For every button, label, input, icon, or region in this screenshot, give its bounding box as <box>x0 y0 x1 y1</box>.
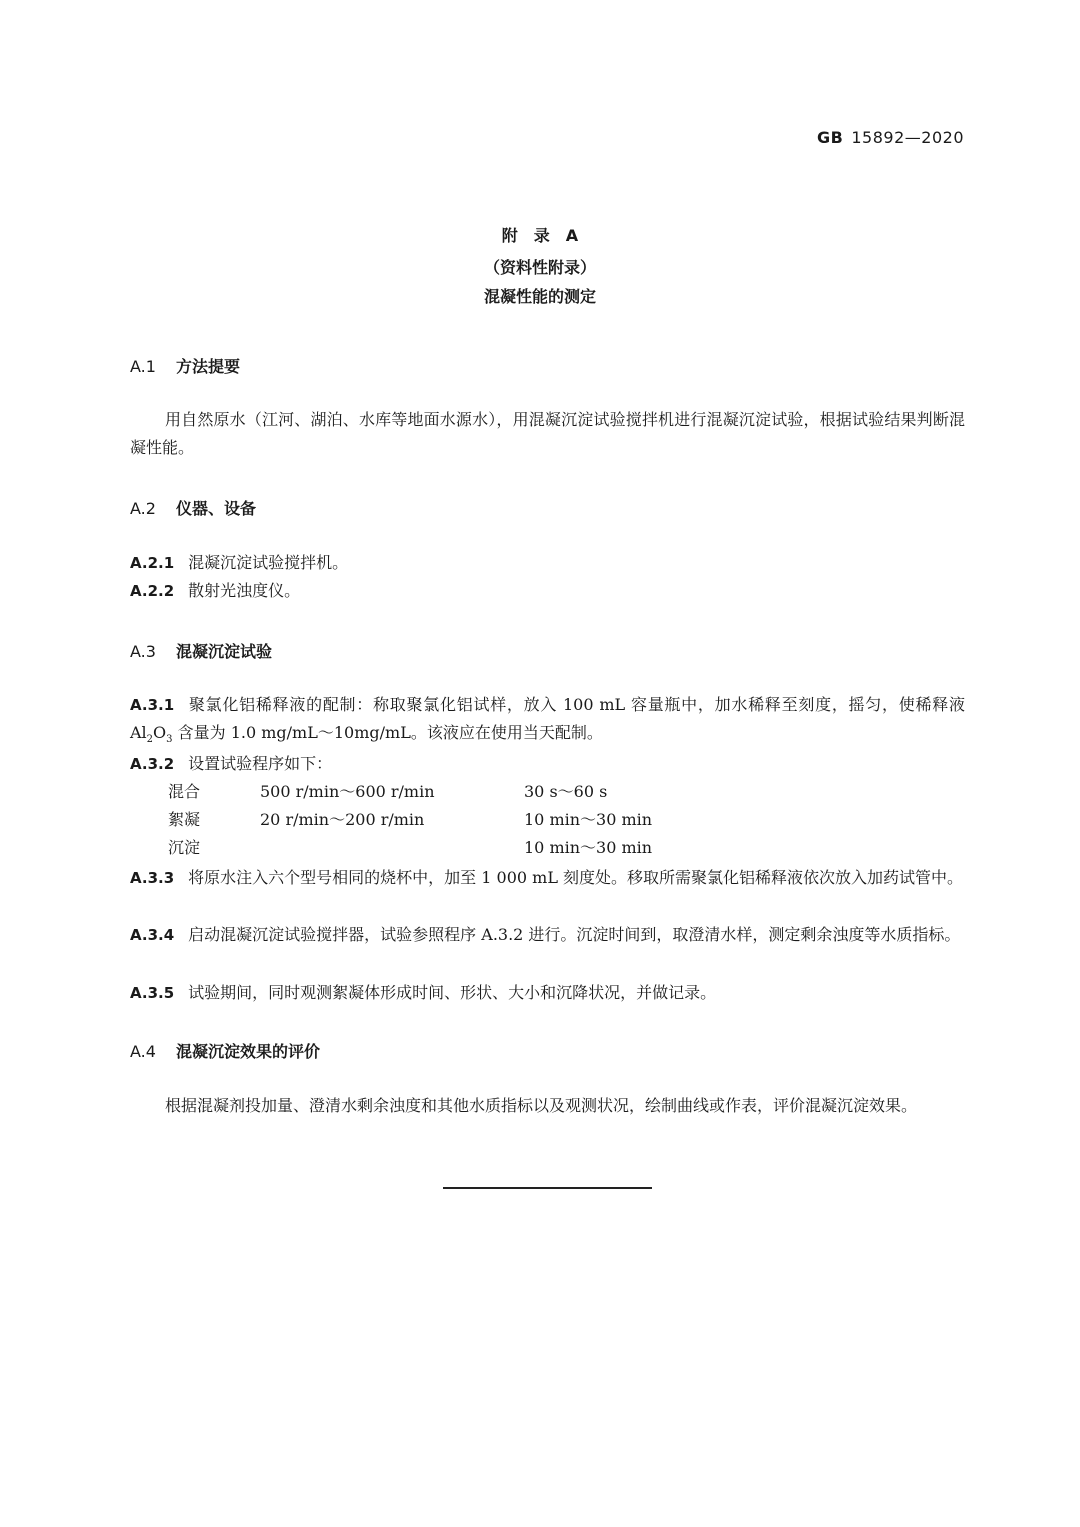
clause-a3-4 <box>130 921 965 949</box>
section-title: 仪器、设备 <box>176 499 257 518</box>
clause-a2-2 <box>130 577 965 605</box>
program-stage: 絮凝 <box>168 810 201 829</box>
clause-a3-3 <box>130 864 965 892</box>
clause-number: A.3.4 <box>130 926 175 944</box>
section-a1-paragraph: 用自然原水（江河、湖泊、水库等地面水源水），用混凝沉淀试验搅拌机进行混凝沉淀试验，根据试验结果判断混凝性能。 <box>130 410 965 457</box>
subscript: 2 <box>146 734 154 746</box>
section-title: 方法提要 <box>176 357 241 376</box>
appendix-title: 附 录 A <box>501 226 579 245</box>
appendix-name: 混凝性能的测定 <box>483 287 596 306</box>
standard-code: 15892—2020 <box>851 128 964 147</box>
clause-number: A.3.1 <box>130 696 175 714</box>
end-rule <box>443 1187 652 1189</box>
clause-text: 聚氯化铝稀释液的配制：称取聚氯化铝试样，放入 100 mL 容量瓶中，加水稀释至刻度，摇匀，使稀释液 Al <box>130 695 965 742</box>
section-number: A.3 <box>130 642 156 661</box>
clause-text: 试验期间，同时观测絮凝体形成时间、形状、大小和沉降状况，并做记录。 <box>188 983 717 1002</box>
clause-text: 含量为 1.0 mg/mL～10mg/mL。该液应在使用当天配制。 <box>172 723 603 742</box>
section-heading-a2 <box>130 496 256 519</box>
program-stage: 沉淀 <box>168 838 201 857</box>
clause-text: 散射光浊度仪。 <box>188 581 301 600</box>
clause-text: 混凝沉淀试验搅拌机。 <box>188 553 349 572</box>
clause-a2-1 <box>130 549 965 577</box>
subscript: 3 <box>166 734 173 746</box>
clause-text: 将原水注入六个型号相同的烧杯中，加至 1 000 mL 刻度处。移取所需聚氯化铝稀释液依次放入加药试管中。 <box>188 868 964 887</box>
clause-number: A.2.1 <box>130 554 175 572</box>
program-speed: 500 r/min～600 r/min <box>260 782 435 801</box>
standard-prefix: GB <box>817 128 844 147</box>
program-time: 30 s～60 s <box>524 782 608 801</box>
clause-number: A.3.2 <box>130 755 175 773</box>
program-time: 10 min～30 min <box>524 810 653 829</box>
section-heading-a1 <box>130 354 240 377</box>
program-time: 10 min～30 min <box>524 838 653 857</box>
clause-a3-1 <box>130 691 965 754</box>
appendix-nature: （资料性附录） <box>483 258 596 277</box>
program-stage: 混合 <box>168 782 201 801</box>
standard-number <box>817 128 964 147</box>
clause-text: 设置试验程序如下： <box>188 754 333 773</box>
clause-a3-5 <box>130 979 965 1007</box>
section-heading-a4 <box>130 1039 320 1062</box>
section-heading-a3 <box>130 639 272 662</box>
clause-text: 启动混凝沉淀试验搅拌器，试验参照程序 A.3.2 进行。沉淀时间到，取澄清水样，测定剩余浊度等水质指标。 <box>188 925 961 944</box>
section-number: A.2 <box>130 499 156 518</box>
clause-number: A.3.3 <box>130 869 175 887</box>
section-title: 混凝沉淀效果的评价 <box>176 1042 321 1061</box>
program-speed: 20 r/min～200 r/min <box>260 810 425 829</box>
section-a4-paragraph: 根据混凝剂投加量、澄清水剩余浊度和其他水质指标以及观测状况，绘制曲线或作表，评价混凝沉淀效果。 <box>165 1096 918 1115</box>
clause-number: A.3.5 <box>130 984 175 1002</box>
section-number: A.4 <box>130 1042 156 1061</box>
clause-text: O <box>153 723 167 742</box>
section-number: A.1 <box>130 357 156 376</box>
clause-a3-2 <box>130 750 965 778</box>
section-title: 混凝沉淀试验 <box>176 642 273 661</box>
clause-number: A.2.2 <box>130 582 175 600</box>
